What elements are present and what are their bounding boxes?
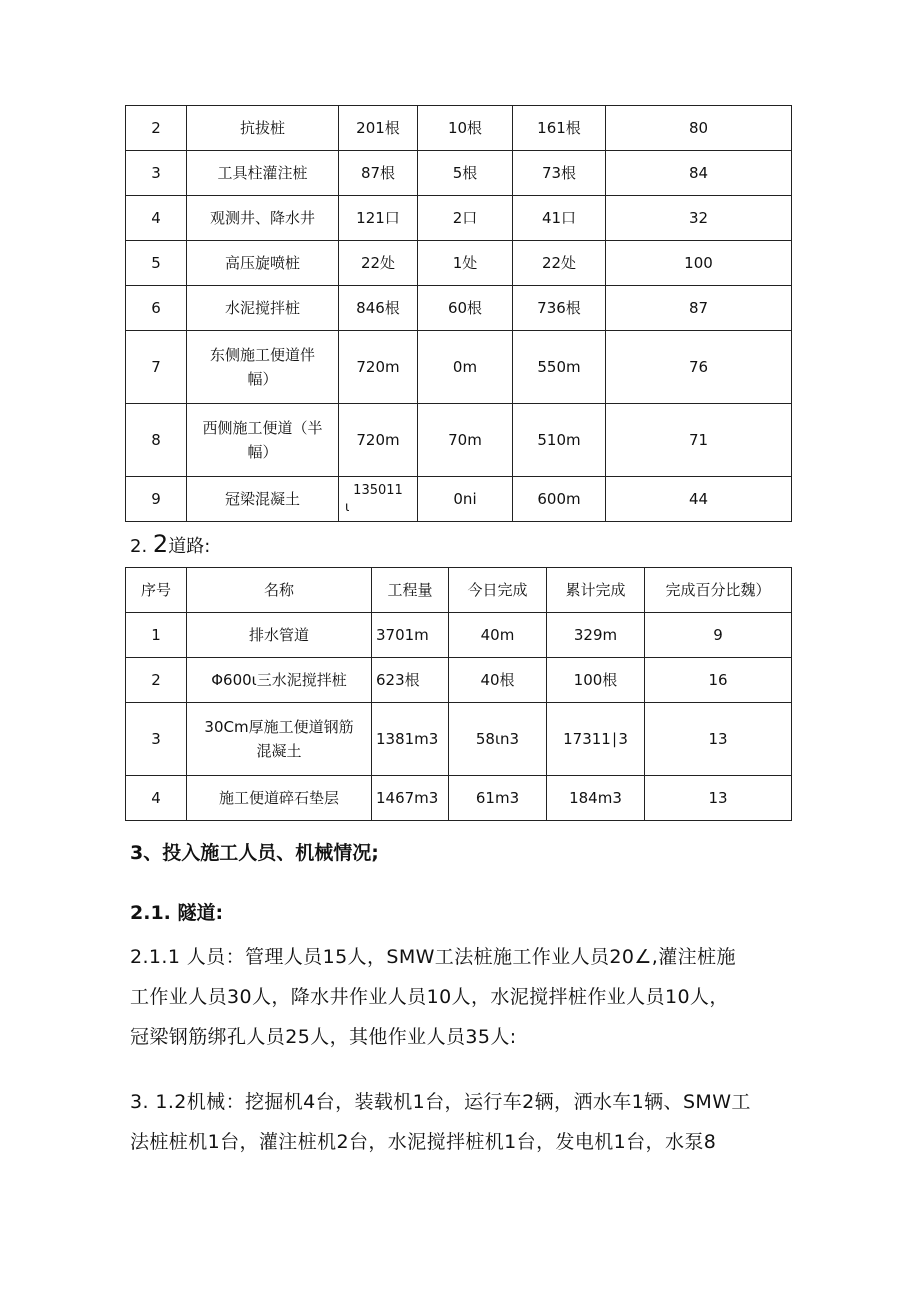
- cell-total: 100根: [547, 658, 645, 703]
- table-row: [126, 286, 792, 331]
- cell-qty: 720m: [339, 331, 418, 404]
- header-name: 名称: [187, 568, 372, 613]
- cell-qty: 623根: [372, 658, 449, 703]
- cell-name-line2: 幅）: [247, 443, 278, 461]
- table-row: [126, 404, 792, 477]
- cell-qty: 1381m3: [372, 703, 449, 776]
- cell-no: 2: [126, 658, 187, 703]
- road-heading-text: 道路:: [168, 536, 211, 557]
- machinery-paragraph: [130, 1082, 798, 1162]
- cell-qty: 87根: [339, 151, 418, 196]
- header-qty: 工程量: [372, 568, 449, 613]
- cell-no: 4: [126, 196, 187, 241]
- table-row: [126, 151, 792, 196]
- cell-no: 7: [126, 331, 187, 404]
- cell-qty: 1467m3: [372, 776, 449, 821]
- personnel-line-3: 冠梁钢筋绑孔人员25人，其他作业人员35人:: [130, 1026, 517, 1048]
- cell-no: 5: [126, 241, 187, 286]
- cell-total: 600m: [513, 477, 606, 522]
- machinery-line-1: 3. 1.2机械：挖掘机4台，装载机1台，运行车2辆，洒水车1辆、SMW工: [130, 1091, 751, 1113]
- cell-name: [187, 331, 339, 404]
- cell-pct: 44: [606, 477, 792, 522]
- road-section-heading: [130, 530, 210, 558]
- header-pct: 完成百分比魏）: [645, 568, 792, 613]
- cell-name: 施工便道碎石垫层: [187, 776, 372, 821]
- cell-no: 2: [126, 106, 187, 151]
- cell-qty: 846根: [339, 286, 418, 331]
- section-3-heading: 3、投入施工人员、机械情况;: [130, 842, 379, 864]
- cell-pct: 100: [606, 241, 792, 286]
- cell-total: 41口: [513, 196, 606, 241]
- personnel-paragraph: [130, 937, 798, 1057]
- cell-pct: 87: [606, 286, 792, 331]
- cell-name: [187, 404, 339, 477]
- cell-name: 观测井、降水井: [187, 196, 339, 241]
- cell-name: Φ600ι三水泥搅拌桩: [187, 658, 372, 703]
- cell-name: 高压旋喷桩: [187, 241, 339, 286]
- cell-today: 61m3: [449, 776, 547, 821]
- table-row: [126, 776, 792, 821]
- cell-today: 1处: [418, 241, 513, 286]
- cell-name: 抗拔桩: [187, 106, 339, 151]
- table-row: [126, 477, 792, 522]
- table-row: [126, 613, 792, 658]
- cell-total: 510m: [513, 404, 606, 477]
- table-row: [126, 331, 792, 404]
- cell-qty: 201根: [339, 106, 418, 151]
- cell-pct: 13: [645, 776, 792, 821]
- cell-qty: 22处: [339, 241, 418, 286]
- table-row: [126, 658, 792, 703]
- cell-pct: 71: [606, 404, 792, 477]
- cell-qty: 121口: [339, 196, 418, 241]
- cell-pct: 32: [606, 196, 792, 241]
- cell-no: 9: [126, 477, 187, 522]
- cell-no: 1: [126, 613, 187, 658]
- cell-pct: 84: [606, 151, 792, 196]
- road-heading-num: 2: [152, 530, 169, 558]
- road-progress-table: [125, 567, 792, 821]
- cell-today: 0ni: [418, 477, 513, 522]
- cell-total: 161根: [513, 106, 606, 151]
- table-row: [126, 703, 792, 776]
- cell-name-line1: 东侧施工便道伴: [209, 346, 315, 364]
- table-row: [126, 196, 792, 241]
- cell-qty: 720m: [339, 404, 418, 477]
- cell-today: 5根: [418, 151, 513, 196]
- cell-today: 10根: [418, 106, 513, 151]
- cell-pct: 80: [606, 106, 792, 151]
- cell-total: 550m: [513, 331, 606, 404]
- tunnel-progress-table: [125, 105, 792, 522]
- personnel-line-2: 工作业人员30人，降水井作业人员10人，水泥搅拌桩作业人员10人，: [130, 986, 729, 1008]
- cell-name: 工具柱灌注桩: [187, 151, 339, 196]
- cell-pct: 76: [606, 331, 792, 404]
- cell-total: 73根: [513, 151, 606, 196]
- cell-pct: 16: [645, 658, 792, 703]
- personnel-line-1: 2.1.1 人员：管理人员15人，SMW工法桩施工作业人员20∠,灌注桩施: [130, 946, 736, 968]
- cell-name-line2: 幅）: [247, 370, 278, 388]
- cell-today: 2口: [418, 196, 513, 241]
- cell-no: 6: [126, 286, 187, 331]
- cell-qty-line2: ι: [345, 500, 350, 515]
- table-row: [126, 241, 792, 286]
- header-no: 序号: [126, 568, 187, 613]
- machinery-line-2: 法桩桩机1台，灌注桩机2台，水泥搅拌桩机1台，发电机1台，水泵8: [130, 1131, 717, 1153]
- cell-name: 水泥搅拌桩: [187, 286, 339, 331]
- cell-no: 8: [126, 404, 187, 477]
- cell-name: [187, 703, 372, 776]
- cell-total: 184m3: [547, 776, 645, 821]
- cell-qty: 3701m: [372, 613, 449, 658]
- cell-total: 17311∣3: [547, 703, 645, 776]
- cell-name: 排水管道: [187, 613, 372, 658]
- cell-pct: 9: [645, 613, 792, 658]
- table-header-row: [126, 568, 792, 613]
- cell-name: 冠梁混凝土: [187, 477, 339, 522]
- cell-name-line1: 30Cm厚施工便道钢筋: [204, 718, 354, 736]
- cell-no: 4: [126, 776, 187, 821]
- table-row: [126, 106, 792, 151]
- header-total: 累计完成: [547, 568, 645, 613]
- cell-no: 3: [126, 151, 187, 196]
- header-today: 今日完成: [449, 568, 547, 613]
- cell-qty: [339, 477, 418, 522]
- cell-no: 3: [126, 703, 187, 776]
- cell-today: 40根: [449, 658, 547, 703]
- cell-total: 329m: [547, 613, 645, 658]
- cell-total: 22处: [513, 241, 606, 286]
- section-2-1-heading: 2.1. 隧道:: [130, 902, 224, 924]
- road-heading-prefix: 2.: [130, 536, 148, 557]
- cell-today: 70m: [418, 404, 513, 477]
- cell-today: 58ιn3: [449, 703, 547, 776]
- cell-today: 60根: [418, 286, 513, 331]
- cell-pct: 13: [645, 703, 792, 776]
- cell-today: 40m: [449, 613, 547, 658]
- cell-name-line2: 混凝土: [256, 742, 302, 760]
- cell-name-line1: 西侧施工便道（半: [202, 419, 323, 437]
- cell-qty-line1: 135011: [353, 483, 403, 498]
- cell-today: 0m: [418, 331, 513, 404]
- cell-total: 736根: [513, 286, 606, 331]
